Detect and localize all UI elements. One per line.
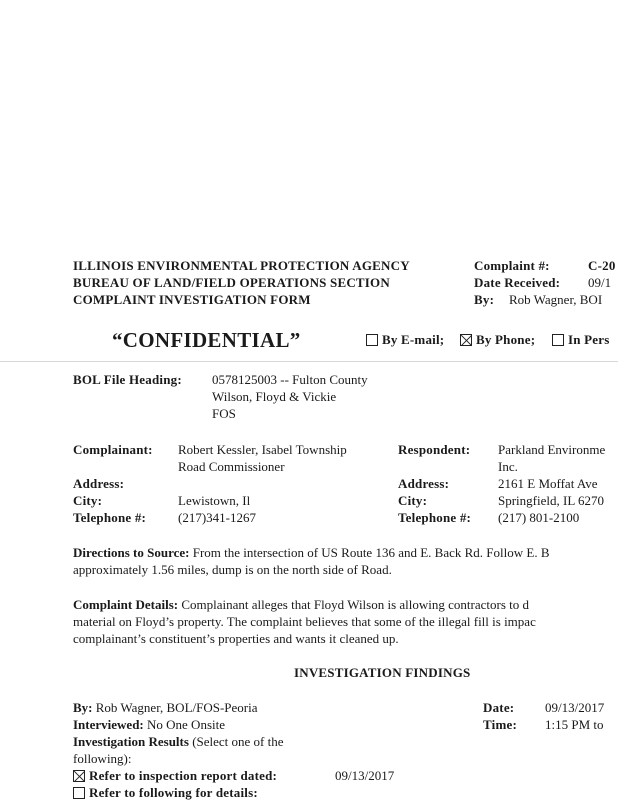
option-following-details-label: Refer to following for details: [89, 785, 258, 800]
investigation-results-label: Investigation Results [73, 734, 189, 749]
contact-method-email [366, 332, 444, 348]
directions-label: Directions to Source: [73, 545, 190, 560]
inspection-date-value: 09/13/2017 [545, 700, 605, 715]
option-following-details [73, 785, 258, 801]
investigation-results-hint-line1: (Select one of the [192, 734, 284, 749]
bol-file-heading-line2: Wilson, Floyd & Vickie [212, 389, 337, 404]
respondent-address-value: 2161 E Moffat Ave [498, 476, 598, 491]
received-by-label: By: [474, 292, 495, 307]
inspection-report-checkbox[interactable] [73, 770, 85, 782]
inspection-time-label: Time: [483, 717, 517, 732]
complaint-details-text-line2: material on Floyd’s property. The complaint believes that some of the illegal fill is impac [73, 614, 536, 629]
complainant-city-value: Lewistown, Il [178, 493, 251, 508]
complaint-details-line1 [73, 597, 529, 613]
form-title: COMPLAINT INVESTIGATION FORM [73, 292, 311, 307]
respondent-phone-value: (217) 801-2100 [498, 510, 580, 525]
respondent-name-line2: Inc. [498, 459, 518, 474]
option-inspection-report-label: Refer to inspection report dated: [89, 768, 278, 783]
directions-text-line2: approximately 1.56 miles, dump is on the north side of Road. [73, 562, 392, 577]
complainant-address-label: Address: [73, 476, 125, 491]
complaint-details-label: Complaint Details: [73, 597, 179, 612]
option-inspection-report [73, 768, 277, 784]
respondent-city-label: City: [398, 493, 428, 508]
respondent-phone-label: Telephone #: [398, 510, 472, 525]
date-received-value: 09/1 [588, 275, 612, 290]
complainant-name-line2: Road Commissioner [178, 459, 285, 474]
investigation-results-line1 [73, 734, 284, 750]
investigator-value: Rob Wagner, BOL/FOS-Peoria [95, 700, 258, 715]
complainant-phone-value: (217)341-1267 [178, 510, 256, 525]
option-inspection-report-date: 09/13/2017 [335, 768, 395, 783]
contact-method-email-label: By E-mail; [382, 332, 445, 347]
agency-name-line1: ILLINOIS ENVIRONMENTAL PROTECTION AGENCY [73, 258, 410, 273]
investigator-label: By: [73, 700, 93, 715]
agency-name-line2: BUREAU OF LAND/FIELD OPERATIONS SECTION [73, 275, 390, 290]
directions-text-line1: From the intersection of US Route 136 and E. Back Rd. Follow E. B [192, 545, 550, 560]
received-by-value: Rob Wagner, BOI [509, 292, 603, 307]
respondent-city-value: Springfield, IL 6270 [498, 493, 605, 508]
following-details-checkbox[interactable] [73, 787, 85, 799]
investigation-results-hint-line2: following): [73, 751, 132, 766]
complainant-label: Complainant: [73, 442, 153, 457]
contact-method-phone [460, 332, 535, 348]
investigation-findings-heading: INVESTIGATION FINDINGS [294, 665, 471, 680]
section-divider [0, 361, 618, 362]
respondent-name-line1: Parkland Environme [498, 442, 606, 457]
directions-line1 [73, 545, 550, 561]
inspection-date-label: Date: [483, 700, 515, 715]
complainant-name-line1: Robert Kessler, Isabel Township [178, 442, 347, 457]
complaint-details-text-line1: Complainant alleges that Floyd Wilson is allowing contractors to d [181, 597, 530, 612]
contact-method-in-person-label: In Pers [568, 332, 610, 347]
bol-file-heading-line1: 0578125003 -- Fulton County [212, 372, 368, 387]
confidential-heading: “CONFIDENTIAL” [112, 328, 301, 352]
date-received-label: Date Received: [474, 275, 561, 290]
complainant-phone-label: Telephone #: [73, 510, 147, 525]
respondent-address-label: Address: [398, 476, 450, 491]
in-person-checkbox[interactable] [552, 334, 564, 346]
bol-file-heading-label: BOL File Heading: [73, 372, 182, 387]
complainant-city-label: City: [73, 493, 103, 508]
contact-method-in-person [552, 332, 609, 348]
investigator-line [73, 700, 258, 716]
complaint-number-value: C-20 [588, 258, 616, 273]
phone-checkbox[interactable] [460, 334, 472, 346]
complaint-details-text-line3: complainant’s constituent’s properties and wants it cleaned up. [73, 631, 399, 646]
bol-file-heading-line3: FOS [212, 406, 236, 421]
inspection-time-value: 1:15 PM to [545, 717, 604, 732]
interviewed-value: No One Onsite [147, 717, 226, 732]
respondent-label: Respondent: [398, 442, 471, 457]
complaint-number-label: Complaint #: [474, 258, 550, 273]
interviewed-line [73, 717, 225, 733]
email-checkbox[interactable] [366, 334, 378, 346]
interviewed-label: Interviewed: [73, 717, 144, 732]
contact-method-phone-label: By Phone; [476, 332, 536, 347]
